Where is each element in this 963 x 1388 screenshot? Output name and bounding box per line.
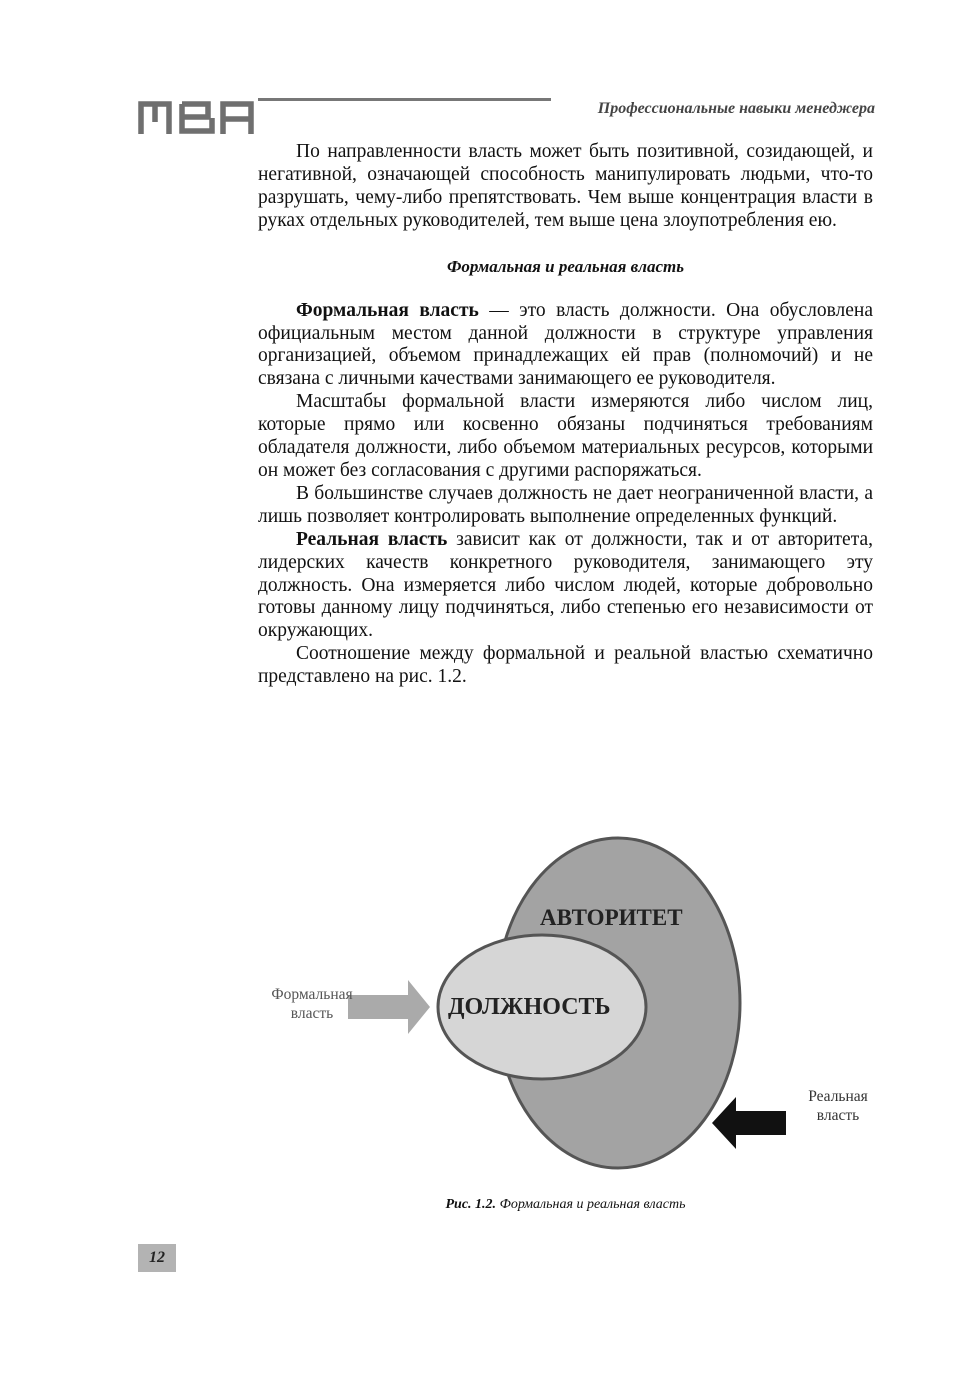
main-text xyxy=(258,141,873,689)
formal-power-label-line: власть xyxy=(290,1005,334,1022)
real-power-arrow xyxy=(712,1097,786,1149)
formal-power-label-line: Формальная xyxy=(271,986,353,1003)
figure-caption xyxy=(258,1197,873,1213)
paragraph xyxy=(258,529,873,644)
header-rule xyxy=(258,98,551,101)
position-label: ДОЛЖНОСТЬ xyxy=(448,994,611,1020)
caption-number: Рис. 1.2. xyxy=(445,1197,497,1212)
power-diagram xyxy=(250,835,890,1180)
paragraph-text: — это власть должности. Она обусловлена официальным местом данной должности в структуре управления организацией, объемом принадлежащих ей прав (полномочий) и не связана с личными качествами занимающего ее руководителя. xyxy=(258,299,873,390)
term-formal-power: Формальная власть xyxy=(296,299,479,321)
paragraph: В большинстве случаев должность не дает неограниченной власти, а лишь позволяет контролировать выполнение определенных функций. xyxy=(258,482,873,527)
mba-logo xyxy=(138,100,256,134)
real-power-label-line: власть xyxy=(816,1107,860,1124)
section-subheading: Формальная и реальная власть xyxy=(446,256,684,276)
running-title: Профессиональные навыки менеджера xyxy=(597,100,875,117)
term-real-power: Реальная власть xyxy=(296,528,448,550)
real-power-label-line: Реальная xyxy=(808,1088,868,1105)
paragraph: Соотношение между формальной и реальной властью схематично представлено на рис. 1.2. xyxy=(258,643,873,688)
paragraph: По направленности власть может быть позитивной, созидающей, и негативной, означающей способность манипулировать людьми, что-то разрушать, чему-либо препятствовать. Чем выше концентрация власти в руках отдельных руководителей, тем выше цена злоупотребления ею. xyxy=(258,141,873,231)
paragraph: Масштабы формальной власти измеряются либо числом лиц, которые прямо или косвенно обязаны подчиняться требованиям обладателя должности, либо объемом материальных ресурсов, которыми он может без согласования с другими распоряжаться. xyxy=(258,391,873,481)
authority-label: АВТОРИТЕТ xyxy=(540,905,683,930)
real-power-label xyxy=(788,1087,888,1125)
page-number: 12 xyxy=(138,1244,176,1272)
caption-text: Формальная и реальная власть xyxy=(496,1197,686,1212)
formal-power-label xyxy=(256,985,368,1023)
paragraph xyxy=(258,300,873,392)
paragraph-text: зависит как от должности, так и от авторитета, лидерских качеств конкретного руководителя, занимающего эту должность. Она измеряется либо числом людей, которые добровольно готовы данному лицу подчиняться, либо степенью его независимости от окружающих. xyxy=(258,528,873,642)
